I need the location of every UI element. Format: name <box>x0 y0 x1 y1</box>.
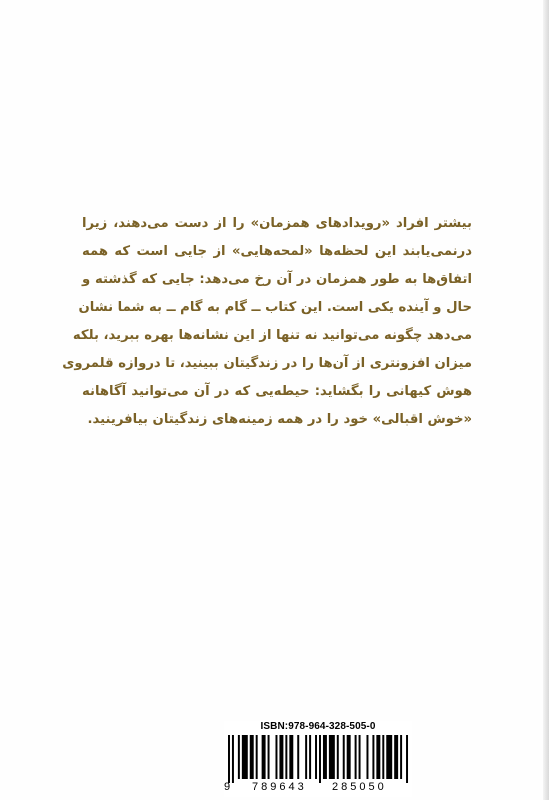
barcode-bar <box>275 735 277 779</box>
barcode-bar <box>309 735 311 779</box>
barcode-bar <box>250 735 254 779</box>
page-edge <box>543 0 549 800</box>
barcode-digit-lead: 9 <box>224 781 231 793</box>
barcode-bar <box>382 735 384 779</box>
barcode-bar <box>372 735 374 779</box>
blurb-line: اتفاق‌ها به طور همزمان در آن رخ می‌دهد: جایی که گذشته و <box>82 272 472 287</box>
barcode-bar <box>394 735 398 779</box>
barcode-bar <box>305 735 307 779</box>
barcode-bar <box>343 735 345 779</box>
blurb-line: بیشتر افراد «رویدادهای همزمان» را از دست می‌دهند، زیرا <box>82 216 472 231</box>
isbn-label: ISBN:978-964-328-505-0 <box>260 721 376 732</box>
blurb-line: هوش کیهانی را بگشاید: حیطه‌یی که در آن می‌توانید آگاهانه <box>82 384 472 399</box>
blurb-line: میزان افزونتری از آن‌ها را در زندگیتان ببینید، تا دروازه قلمروی <box>62 356 472 371</box>
barcode-bar <box>262 735 266 779</box>
barcode-bar <box>329 735 335 779</box>
blurb-line: «خوش اقبالی» خود را در همه زمینه‌های زندگیتان بیافرینید. <box>87 412 472 427</box>
barcode-bar <box>315 735 317 779</box>
isbn-barcode <box>224 721 412 797</box>
barcode-bar <box>376 735 380 779</box>
barcode-bar <box>337 735 339 779</box>
barcode-bars <box>228 735 410 783</box>
barcode-bar <box>319 735 321 783</box>
barcode-digits <box>224 781 412 795</box>
barcode-digits-right: 285050 <box>332 781 387 793</box>
barcode-bar <box>297 735 299 779</box>
barcode-digits-left: 789643 <box>252 781 307 793</box>
barcode-bar <box>366 735 368 779</box>
barcode-bar <box>228 735 230 783</box>
blurb-line: می‌دهد چگونه می‌توانید نه تنها از این نشانه‌ها بهره ببرید، بلکه <box>72 328 472 343</box>
barcode-bar <box>279 735 283 779</box>
barcode-bar <box>386 735 392 779</box>
barcode-bar <box>355 735 357 779</box>
blurb-line: حال و آینده یکی است. این کتاب ــ گام به گام ــ به شما نشان <box>78 300 472 315</box>
barcode-bar <box>406 735 408 783</box>
barcode-bar <box>238 735 240 779</box>
barcode-bar <box>285 735 287 779</box>
back-cover-blurb <box>62 210 472 434</box>
barcode-bar <box>359 735 361 779</box>
barcode-bar <box>232 735 234 783</box>
barcode-bar <box>400 735 402 779</box>
barcode-bar <box>256 735 258 779</box>
barcode-bar <box>347 735 351 779</box>
barcode-bar <box>242 735 248 779</box>
blurb-line: درنمی‌یابند این لحظه‌ها «لمحه‌هایی» از جایی است که همه <box>82 244 472 259</box>
barcode-bar <box>268 735 270 779</box>
barcode-bar <box>289 735 293 779</box>
barcode-bar <box>323 735 327 779</box>
